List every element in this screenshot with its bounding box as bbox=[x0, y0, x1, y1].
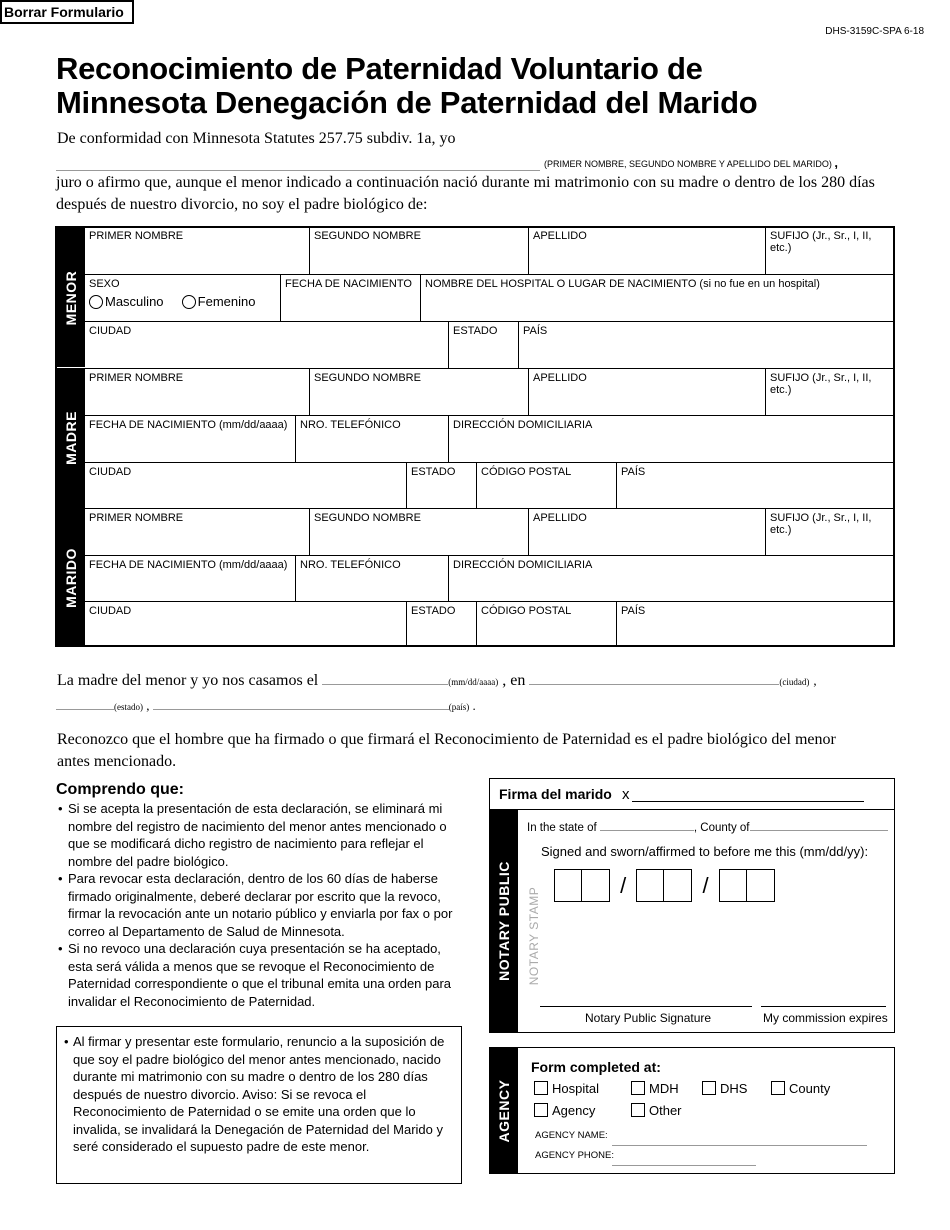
marriage-date-input[interactable] bbox=[322, 673, 448, 685]
female-radio[interactable] bbox=[182, 295, 196, 309]
husband-zip-field[interactable]: CÓDIGO POSTAL bbox=[476, 602, 616, 647]
list-item: • Si se acepta la presentación de esta declaración, se eliminará mi nombre del registro de nacimiento del menor antes mencionado o que se modificará dicho registro de nacimiento para reflejar el nombre del padre biológico. bbox=[58, 800, 468, 870]
agency-section-label: AGENCY bbox=[490, 1048, 518, 1173]
husband-suffix-field[interactable]: SUFIJO (Jr., Sr., I, II, etc.) bbox=[765, 509, 893, 555]
male-label: Masculino bbox=[105, 294, 164, 309]
mother-middle-name-field[interactable]: SEGUNDO NOMBRE bbox=[309, 369, 528, 415]
day-digit-1[interactable] bbox=[636, 869, 664, 902]
commission-expires-caption: My commission expires bbox=[763, 1011, 888, 1025]
mdh-checkbox[interactable] bbox=[631, 1081, 645, 1095]
marriage-date-caption: (mm/dd/aaaa) bbox=[448, 677, 499, 687]
agency-phone-input[interactable] bbox=[612, 1165, 756, 1166]
mother-address-field[interactable]: DIRECCIÓN DOMICILIARIA bbox=[448, 416, 893, 462]
statute-text: De conformidad con Minnesota Statutes 257.75 subdiv. 1a, yo bbox=[57, 130, 456, 147]
husband-address-field[interactable]: DIRECCIÓN DOMICILIARIA bbox=[448, 556, 893, 601]
child-state-field[interactable]: ESTADO bbox=[448, 322, 518, 368]
husband-birth-date-field[interactable]: FECHA DE NACIMIENTO (mm/dd/aaaa) bbox=[89, 559, 288, 571]
agency-option-other[interactable]: Other bbox=[631, 1103, 682, 1118]
marriage-country-input[interactable] bbox=[153, 696, 449, 710]
marriage-city-input[interactable] bbox=[529, 673, 779, 685]
clear-form-button[interactable]: Borrar Formulario bbox=[0, 0, 134, 24]
marriage-state-input[interactable] bbox=[56, 696, 114, 710]
agency-option-agency[interactable]: Agency bbox=[534, 1103, 595, 1118]
understand-heading: Comprendo que: bbox=[56, 781, 184, 798]
list-item: • Si no revoco una declaración cuya presentación se ha aceptado, esta será válida a menos que se revoque el Reconocimiento de Paternidad correspondiente o que el tribunal emita una orden para invalidar el Reconocimiento de Paternidad. bbox=[58, 940, 468, 1010]
mother-location-row bbox=[85, 462, 893, 508]
date-separator: / bbox=[620, 873, 627, 898]
child-city-field[interactable]: CIUDAD bbox=[89, 325, 132, 337]
signature-label: Firma del marido bbox=[499, 786, 612, 802]
notary-county-input[interactable] bbox=[750, 821, 888, 831]
marriage-statement-line-2: (estado) , (país) . bbox=[56, 696, 476, 714]
agency-option-county[interactable]: County bbox=[771, 1081, 830, 1096]
understand-list bbox=[58, 800, 468, 1010]
title-line-1: Reconocimiento de Paternidad Voluntario de bbox=[56, 51, 703, 86]
child-sex-field bbox=[85, 275, 280, 321]
oath-text: juro o afirmo que, aunque el menor indicado a continuación nació durante mi matrimonio con su madre o dentro de los 280 días después de nuestro divorcio, no soy el padre biológico de: bbox=[56, 174, 875, 213]
husband-name-row bbox=[85, 508, 893, 555]
husband-city-field[interactable]: CIUDAD bbox=[89, 605, 132, 617]
recognition-text: Reconozco que el hombre que ha firmado o que firmará el Reconocimiento de Paternidad es el padre biológico del menor antes mencionado. bbox=[57, 731, 836, 770]
waiver-notice-box: • Al firmar y presentar este formulario, renuncio a la suposición de que soy el padre biológico del menor antes mencionado, nacido durante mi matrimonio con su madre o dentro de los 280 días después de nuestro divorcio. Aviso: Si se revoca el Reconocimiento de Paternidad o se emite una orden que lo invalida, se invalidará la Denegación de Paternidad del Marido y seré considerado el supuesto padre de este menor. bbox=[56, 1026, 462, 1184]
notary-date-fields bbox=[554, 869, 775, 911]
marriage-text-2: , en bbox=[502, 672, 526, 689]
county-of-label: , County of bbox=[693, 822, 750, 834]
title-line-2: Minnesota Denegación de Paternidad del Marido bbox=[56, 85, 758, 120]
marriage-state-caption: (estado) bbox=[114, 702, 143, 712]
mother-city-field[interactable]: CIUDAD bbox=[89, 466, 132, 478]
agency-checkbox[interactable] bbox=[534, 1103, 548, 1117]
husband-phone-field[interactable]: NRO. TELEFÓNICO bbox=[295, 556, 448, 601]
husband-country-field[interactable]: PAÍS bbox=[616, 602, 893, 647]
mother-name-row bbox=[85, 368, 893, 415]
child-last-name-field[interactable]: APELLIDO bbox=[528, 227, 765, 274]
husband-name-caption: (PRIMER NOMBRE, SEGUNDO NOMBRE Y APELLIDO DEL MARIDO) , bbox=[544, 155, 839, 170]
form-completed-heading: Form completed at: bbox=[531, 1059, 661, 1075]
child-hospital-field[interactable]: NOMBRE DEL HOSPITAL O LUGAR DE NACIMIENTO (si no fue en un hospital) bbox=[420, 275, 893, 321]
date-separator: / bbox=[702, 873, 709, 898]
notary-signature-caption: Notary Public Signature bbox=[585, 1011, 712, 1025]
husband-name-input[interactable] bbox=[56, 170, 540, 171]
child-location-row bbox=[85, 321, 893, 368]
marriage-statement: La madre del menor y yo nos casamos el (mm/dd/aaaa) , en (ciudad) , bbox=[57, 672, 817, 689]
page-title bbox=[56, 52, 757, 120]
mother-zip-field[interactable]: CÓDIGO POSTAL bbox=[476, 463, 616, 508]
child-first-name-field[interactable]: PRIMER NOMBRE bbox=[89, 230, 184, 242]
mother-state-field[interactable]: ESTADO bbox=[406, 463, 476, 508]
mother-last-name-field[interactable]: APELLIDO bbox=[528, 369, 765, 415]
child-name-row bbox=[85, 227, 893, 274]
mother-first-name-field[interactable]: PRIMER NOMBRE bbox=[89, 372, 184, 384]
notary-signature-input[interactable] bbox=[540, 1006, 752, 1007]
husband-last-name-field[interactable]: APELLIDO bbox=[528, 509, 765, 555]
notary-section bbox=[489, 809, 895, 1033]
mother-contact-row bbox=[85, 415, 893, 462]
agency-option-hospital[interactable]: Hospital bbox=[534, 1081, 599, 1096]
dhs-checkbox[interactable] bbox=[702, 1081, 716, 1095]
agency-name-input[interactable] bbox=[612, 1145, 867, 1146]
agency-option-dhs[interactable]: DHS bbox=[702, 1081, 747, 1096]
list-item: • Para revocar esta declaración, dentro de los 60 días de haberse firmado originalmente, deberé declarar por escrito que la revoco, firmar la revocación ante un notario público y enviarla por fax o por correo al Departamento de Salud de Minnesota. bbox=[58, 870, 468, 940]
husband-middle-name-field[interactable]: SEGUNDO NOMBRE bbox=[309, 509, 528, 555]
notary-state-input[interactable] bbox=[600, 821, 694, 831]
agency-name-label: AGENCY NAME: bbox=[535, 1130, 608, 1141]
child-middle-name-field[interactable]: SEGUNDO NOMBRE bbox=[309, 227, 528, 274]
commission-expires-input[interactable] bbox=[761, 1006, 886, 1007]
mother-birth-date-field[interactable]: FECHA DE NACIMIENTO (mm/dd/aaaa) bbox=[89, 419, 288, 431]
day-digit-2[interactable] bbox=[664, 869, 692, 902]
notary-stamp-label: NOTARY STAMP bbox=[527, 886, 541, 986]
husband-contact-row bbox=[85, 555, 893, 601]
agency-section bbox=[489, 1047, 895, 1174]
year-digit-2[interactable] bbox=[747, 869, 775, 902]
notary-section-label: NOTARY PUBLIC bbox=[490, 810, 518, 1032]
child-country-field[interactable]: PAÍS bbox=[518, 322, 893, 368]
county-checkbox[interactable] bbox=[771, 1081, 785, 1095]
agency-option-mdh[interactable]: MDH bbox=[631, 1081, 679, 1096]
hospital-checkbox[interactable] bbox=[534, 1081, 548, 1095]
child-birth-date-field[interactable]: FECHA DE NACIMIENTO bbox=[280, 275, 420, 321]
mother-phone-field[interactable]: NRO. TELEFÓNICO bbox=[295, 416, 448, 462]
year-digit-1[interactable] bbox=[719, 869, 747, 902]
form-code: DHS-3159C-SPA 6-18 bbox=[825, 26, 924, 37]
sex-label: SEXO bbox=[89, 278, 120, 290]
sworn-text: Signed and sworn/affirmed to before me this (mm/dd/yy): bbox=[541, 844, 869, 859]
mother-section-label: MADRE bbox=[57, 368, 85, 508]
husband-section-label: MARIDO bbox=[57, 508, 85, 647]
husband-location-row bbox=[85, 601, 893, 647]
other-checkbox[interactable] bbox=[631, 1103, 645, 1117]
month-digit-2[interactable] bbox=[582, 869, 610, 902]
month-digit-1[interactable] bbox=[554, 869, 582, 902]
marriage-city-caption: (ciudad) bbox=[779, 677, 810, 687]
state-of-label: In the state of bbox=[527, 822, 597, 834]
child-suffix-field[interactable]: SUFIJO (Jr., Sr., I, II, etc.) bbox=[765, 227, 893, 274]
husband-signature-box bbox=[489, 778, 895, 810]
info-grid bbox=[55, 226, 895, 647]
husband-signature-input[interactable] bbox=[632, 801, 864, 802]
mother-suffix-field[interactable]: SUFIJO (Jr., Sr., I, II, etc.) bbox=[765, 369, 893, 415]
notary-location-line bbox=[527, 821, 888, 834]
child-section-label: MENOR bbox=[57, 228, 85, 367]
husband-first-name-field[interactable]: PRIMER NOMBRE bbox=[89, 512, 184, 524]
signature-x-mark: x bbox=[622, 786, 630, 803]
mother-country-field[interactable]: PAÍS bbox=[616, 463, 893, 508]
child-birth-row bbox=[85, 274, 893, 321]
marriage-country-caption: (país) bbox=[448, 702, 470, 712]
agency-phone-label: AGENCY PHONE: bbox=[535, 1150, 615, 1161]
female-label: Femenino bbox=[197, 294, 256, 309]
male-radio[interactable] bbox=[89, 295, 103, 309]
marriage-text-1: La madre del menor y yo nos casamos el bbox=[57, 672, 319, 689]
husband-state-field[interactable]: ESTADO bbox=[406, 602, 476, 647]
